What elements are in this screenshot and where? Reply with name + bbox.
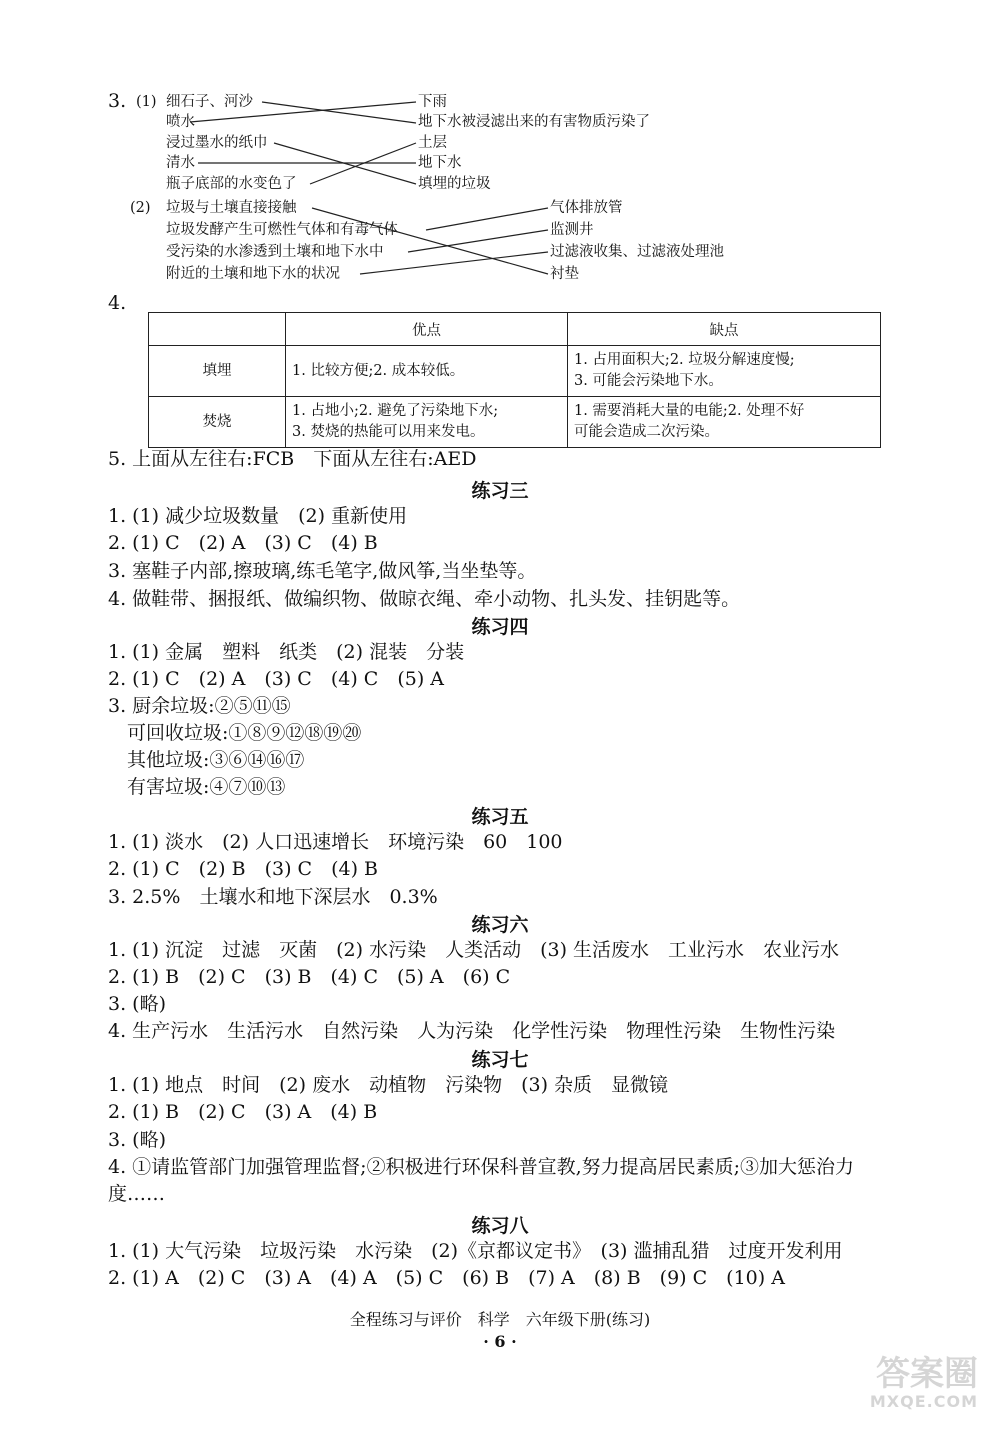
q3-right-item: 地下水被浸滤出来的有害物质污染了 (418, 114, 650, 130)
q3-left-item: 垃圾与土壤直接接触 (166, 200, 297, 216)
pros-cell (286, 346, 568, 397)
footer-book-title: 全程练习与评价 科学 六年级下册(练习) (349, 1310, 651, 1329)
q3-left-item: 垃圾发酵产生可燃性气体和有毒气体 (166, 222, 398, 238)
q3-left-item: 细石子、河沙 (166, 94, 253, 110)
answer-line: 2. (1) C (2) A (3) C (4) C (5) A (108, 668, 444, 690)
table-header: 优点 (286, 313, 568, 346)
section-title: 练习七 (471, 1049, 529, 1071)
answer-line: 4. 做鞋带、捆报纸、做编织物、做晾衣绳、牵小动物、扎头发、挂钥匙等。 (108, 588, 741, 610)
answer-line: 2. (1) B (2) C (3) A (4) B (108, 1101, 378, 1123)
matching-lines (0, 0, 1000, 300)
answer-line: 3. (略) (108, 1129, 166, 1151)
match-line (190, 102, 416, 122)
answer-line: 可回收垃圾:①⑧⑨⑫⑱⑲⑳ (108, 722, 362, 744)
answer-line: 1. (1) 沉淀 过滤 灭菌 (2) 水污染 人类活动 (3) 生活废水 工业污水 农业污水 (108, 939, 840, 961)
row-name: 填埋 (149, 346, 286, 397)
answer-line: 其他垃圾:③⑥⑭⑯⑰ (108, 749, 305, 771)
answer-line: 1. (1) 减少垃圾数量 (2) 重新使用 (108, 505, 408, 527)
q3-right-item: 填埋的垃圾 (418, 176, 491, 192)
match-line (312, 208, 548, 274)
answer-line: 1. (1) 地点 时间 (2) 废水 动植物 污染物 (3) 杂质 显微镜 (108, 1074, 669, 1096)
answer-line: 3. 塞鞋子内部,擦玻璃,练毛笔字,做风筝,当坐垫等。 (108, 560, 537, 582)
section-title: 练习四 (471, 616, 529, 638)
table-header: 缺点 (567, 313, 880, 346)
cell-line: 3. 可能会污染地下水。 (573, 373, 723, 389)
section-title: 练习五 (471, 806, 529, 828)
q3-left-item: 喷水 (166, 114, 195, 130)
section-title: 练习八 (471, 1215, 529, 1237)
question-3-number: 3. (108, 90, 127, 112)
match-line (262, 102, 416, 123)
section-title: 练习三 (471, 480, 529, 502)
answer-line: 2. (1) C (2) A (3) C (4) B (108, 532, 378, 554)
cell-line: 3. 焚烧的热能可以用来发电。 (292, 424, 485, 440)
q3-left-item: 瓶子底部的水变色了 (166, 176, 297, 192)
q3-right-item: 下雨 (418, 94, 447, 110)
q3-right-item: 地下水 (418, 155, 462, 171)
q3-right-item: 土层 (418, 135, 447, 151)
answer-line: 1. (1) 淡水 (2) 人口迅速增长 环境污染 60 100 (108, 831, 563, 853)
answer-line: 1. (1) 大气污染 垃圾污染 水污染 (2)《京都议定书》 (3) 滥捕乱猎 过度开发利用 (108, 1240, 843, 1262)
cell-line: 1. 比较方便;2. 成本较低。 (292, 362, 465, 379)
answer-line: 4. 生产污水 生活污水 自然污染 人为污染 化学性污染 物理性污染 生物性污染 (108, 1020, 836, 1042)
answer-line: 1. (1) 金属 塑料 纸类 (2) 混装 分装 (108, 641, 465, 663)
table-row (149, 397, 881, 448)
answer-line: 3. 厨余垃圾:②⑤⑪⑮ (108, 695, 291, 717)
match-line (426, 208, 548, 230)
comparison-table (148, 312, 881, 448)
q3-right-item: 过滤液收集、过滤液处理池 (550, 244, 724, 260)
answer-line: 有害垃圾:④⑦⑩⑬ (108, 776, 286, 798)
watermark-sub: MXQE.COM (869, 1392, 978, 1411)
q3-right-item: 监测井 (550, 222, 594, 238)
table-header (149, 313, 286, 346)
q3-right-item: 衬垫 (550, 266, 579, 282)
question-5-answer: 5. 上面从左往右:FCB 下面从左往右:AED (108, 448, 477, 470)
q3-left-item: 附近的土壤和地下水的状况 (166, 266, 340, 282)
page-number: · 6 · (483, 1332, 517, 1351)
answer-line: 4. ①请监管部门加强管理监督;②积极进行环保科普宣教,努力提高居民素质;③加大惩治力 (108, 1156, 855, 1178)
q3-left-item: 清水 (166, 155, 195, 171)
cons-cell (567, 346, 880, 397)
question-4-number: 4. (108, 292, 127, 314)
answer-line: 3. 2.5% 土壤水和地下深层水 0.3% (108, 886, 438, 908)
answer-line: 3. (略) (108, 993, 166, 1015)
q3-part1-label: (1) (136, 94, 157, 110)
table-row (149, 346, 881, 397)
q3-right-item: 气体排放管 (550, 200, 623, 216)
watermark-logo (828, 1356, 978, 1416)
cell-line: 1. 占地小;2. 避免了污染地下水; (292, 403, 499, 419)
q3-part2-label: (2) (130, 200, 151, 216)
cell-line: 1. 需要消耗大量的电能;2. 处理不好 (573, 403, 805, 419)
section-title: 练习六 (471, 914, 529, 936)
answer-line: 2. (1) C (2) B (3) C (4) B (108, 858, 378, 880)
q3-left-item: 浸过墨水的纸巾 (166, 135, 268, 151)
cons-cell (567, 397, 880, 448)
cell-line: 1. 占用面积大;2. 垃圾分解速度慢; (573, 352, 795, 368)
answer-line: 度…… (108, 1183, 166, 1205)
watermark-text: 答案圈 (876, 1354, 978, 1394)
table-header-row (149, 313, 881, 346)
answer-line: 2. (1) B (2) C (3) B (4) C (5) A (6) C (108, 966, 511, 988)
match-line (360, 252, 548, 274)
answer-line: 2. (1) A (2) C (3) A (4) A (5) C (6) B (7) A (8) B (9) C (10) A (108, 1267, 785, 1289)
cell-line: 可能会造成二次污染。 (573, 424, 719, 440)
q3-left-item: 受污染的水渗透到土壤和地下水中 (166, 244, 384, 260)
row-name: 焚烧 (149, 397, 286, 448)
pros-cell (286, 397, 568, 448)
